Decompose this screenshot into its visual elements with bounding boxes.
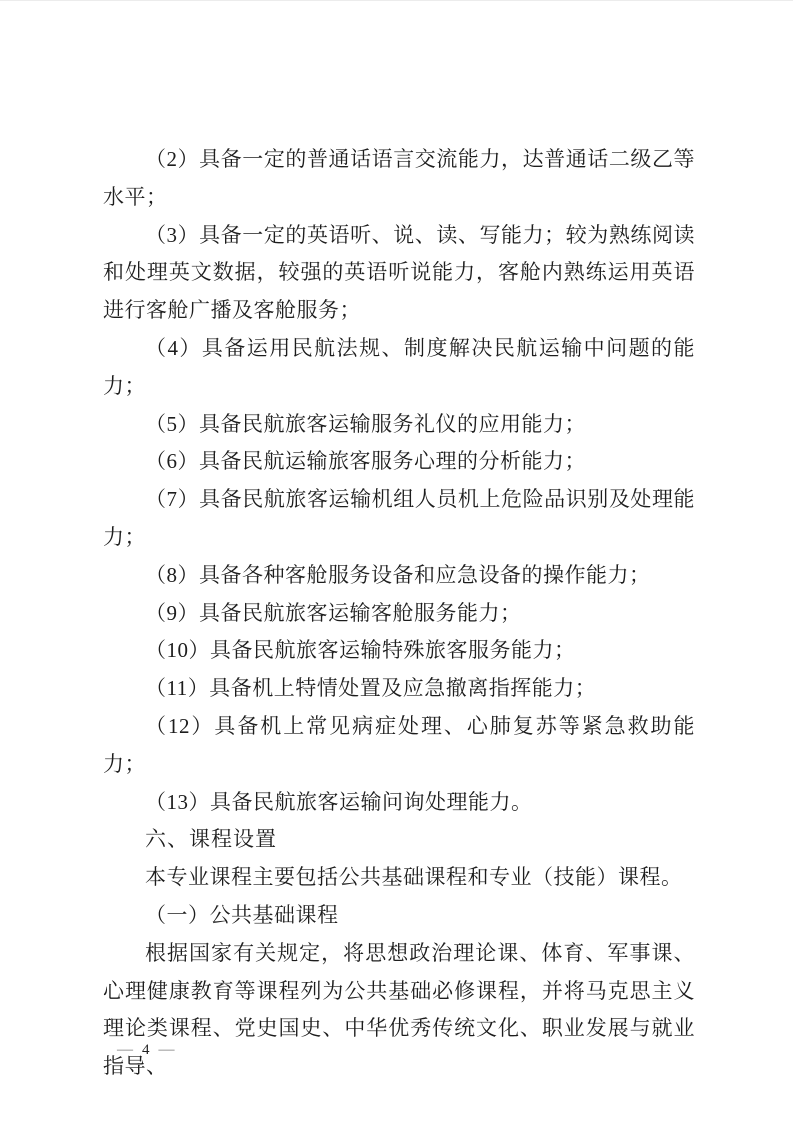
curriculum-intro-paragraph: 本专业课程主要包括公共基础课程和专业（技能）课程。 [145,865,683,890]
ability-item-5: （5）具备民航旅客运输服务礼仪的应用能力； [145,411,586,436]
ability-item-8: （8）具备各种客舱服务设备和应急设备的操作能力； [145,562,651,587]
section-heading-curriculum-setup: 六、课程设置 [145,828,277,852]
ability-item-3: （3）具备一定的英语听、说、读、写能力；较为熟练阅读和处理英文数据，较强的英语听说能力，客舱内熟练运用英语进行客舱广播及客舱服务； [103,222,695,323]
public-basic-courses-paragraph: 根据国家有关规定，将思想政治理论课、体育、军事课、心理健康教育等课程列为公共基础必修课程，并将马克思主义理论类课程、党史国史、中华优秀传统文化、职业发展与就业指导、 [103,940,695,1079]
ability-item-11: （11）具备机上特情处置及应急撤离指挥能力； [145,676,597,701]
ability-item-10: （10）具备民航旅客运输特殊旅客服务能力； [145,638,576,663]
footer-dash-left: — [117,1041,133,1058]
ability-item-2: （2）具备一定的普通话语言交流能力，达普通话二级乙等水平； [103,147,695,209]
footer-dash-right: — [158,1041,175,1058]
page-footer [117,1042,175,1058]
page-number: 4 [142,1041,150,1058]
ability-item-6: （6）具备民航运输旅客服务心理的分析能力； [145,449,586,474]
ability-item-4: （4）具备运用民航法规、制度解决民航运输中问题的能力； [103,335,695,398]
ability-item-12: （12）具备机上常见病症处理、心肺复苏等紧急救助能力； [103,713,695,776]
ability-item-7: （7）具备民航旅客运输机组人员机上危险品识别及处理能力； [103,487,695,549]
subsection-heading-public-basic-courses: （一）公共基础课程 [145,903,339,927]
ability-item-9: （9）具备民航旅客运输客舱服务能力； [145,600,522,625]
document-body [103,141,695,1086]
ability-item-13: （13）具备民航旅客运输问询处理能力。 [145,789,533,814]
